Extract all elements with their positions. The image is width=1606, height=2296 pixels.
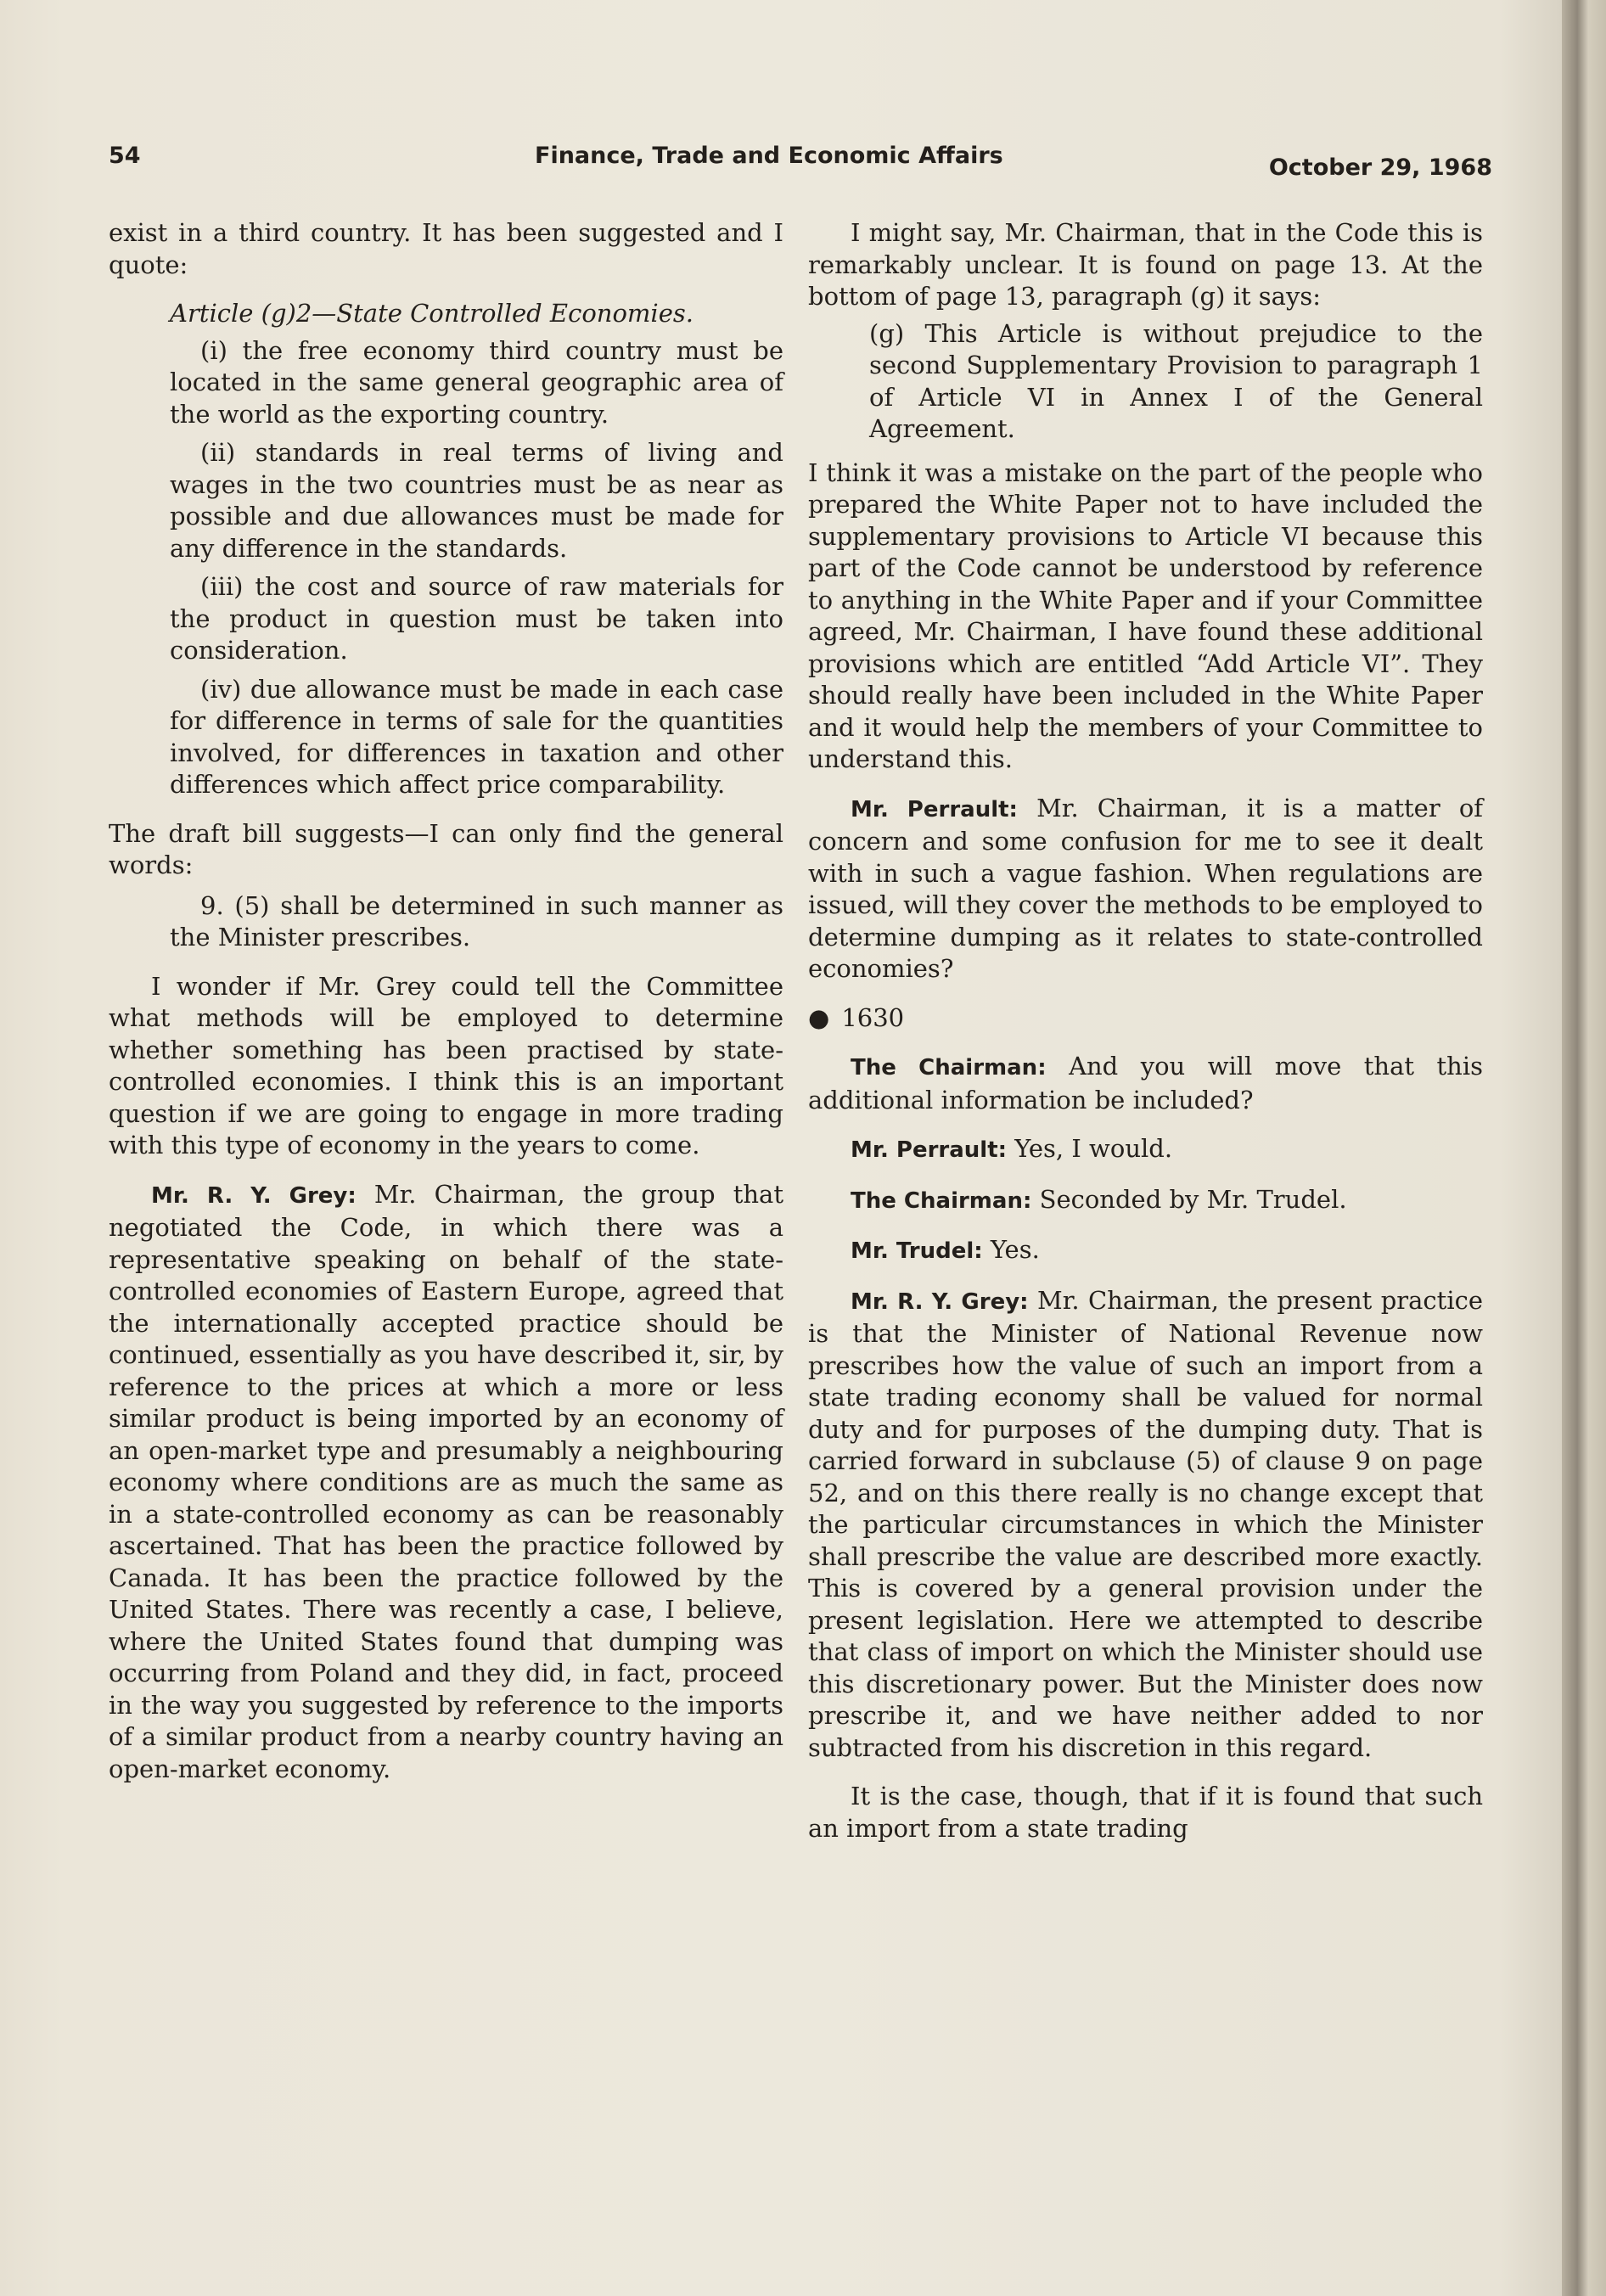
speech-text: Yes, I would. [1014,1134,1173,1163]
speech-chairman [808,1184,1483,1218]
paragraph: It is the case, though, that if it is found that such an import from a state trading [808,1782,1483,1843]
left-column [109,217,783,1802]
article-heading: Article (g)2—State Controlled Economies. [170,299,694,328]
right-column [808,217,1483,1861]
paragraph: I might say, Mr. Chairman, that in the Code this is remarkably unclear. It is found on page 13. At the bottom of page 13, paragraph (g) it says: [808,218,1483,311]
quote-item: (g) This Article is without prejudice to the second Supplementary Provision to paragraph 1 of Article VI in Annex I of the General Agreement. [869,318,1483,443]
paragraph: I think it was a mistake on the part of the people who prepared the White Paper not to have included the supplementary provisions to Article VI because this part of the Code cannot be understood by reference to anything in the White Paper and if your Committee agreed, Mr. Chairman, I have found these additional provisions which are entitled “Add Article VI”. They should really have been included in the White Paper and it would help the members of your Committee to understand this. [808,458,1483,773]
speech-grey [808,1285,1483,1765]
quote-item: (iii) the cost and source of raw materials for the product in question must be taken into consideration. [170,572,783,665]
paragraph: exist in a third country. It has been suggested and I quote: [109,218,783,279]
running-header [109,143,1492,194]
header-date: October 29, 1968 [1268,154,1492,181]
speech-text: Mr. Chairman, it is a matter of concern and some confusion for me to see it dealt with in such a vague fashion. When regulations are issued, will they cover the methods to be employed to determine dumping as it relates to state-controlled economies? [808,793,1484,983]
speaker-name: The Chairman: [851,1055,1047,1081]
speaker-name: Mr. Perrault: [851,1137,1008,1163]
speaker-name: Mr. Perrault: [851,796,1018,822]
speech-chairman [808,1051,1483,1116]
book-gutter [1562,0,1606,2296]
speech-text: Mr. Chairman, the present practice is that the Minister of National Revenue now prescribes how the value of such an import from a state trading economy shall be valued for normal duty and for purposes of the dumping duty. That is carried forward in subclause (5) of clause 9 on page 52, and on this there really is no change except that the particular circumstances in which the Minister shall prescribe the value are described more exactly. This is covered by a general provision under the present legislation. Here we attempted to describe that class of import on which the Minister should use this discretionary power. But the Minister does now prescribe it, and we have neither added to nor subtracted from his discretion in this regard. [808,1285,1484,1762]
speech-perrault [808,1133,1483,1167]
speaker-name: Mr. R. Y. Grey: [851,1288,1029,1315]
speech-perrault [808,793,1483,985]
paragraph: The draft bill suggests—I can only find the general words: [109,818,783,879]
speech-trudel [808,1234,1483,1268]
speaker-name: Mr. Trudel: [851,1238,983,1264]
speech-text: Seconded by Mr. Trudel. [1039,1184,1347,1214]
speaker-name: Mr. R. Y. Grey: [151,1182,357,1209]
quote-item: 9. (5) shall be determined in such manner as the Minister prescribes. [170,890,783,952]
quote-item: (ii) standards in real terms of living and wages in the two countries must be as near as possible and due allowances must be made for any difference in the standards. [170,438,783,563]
bullet-icon: ● [808,1002,830,1032]
speech-grey [109,1179,783,1786]
page-number: 54 [109,143,141,169]
speaker-name: The Chairman: [851,1187,1032,1214]
time-marker: ● 1630 [808,1002,1483,1035]
speech-text: Yes. [990,1235,1040,1264]
quote-item: (i) the free economy third country must be located in the same general geographic area of the world as the exporting country. [170,335,783,429]
speech-text: And you will move that this additional information be included? [808,1052,1483,1114]
speech-text: Mr. Chairman, the group that negotiated the Code, in which there was a representative speaking on behalf of the state-controlled economies of Eastern Europe, agreed that the internationally accepted practice should be continued, essentially as you have described it, sir, by reference to the prices at which a more or less similar product is being imported by an economy of an open-market type and presumably a neighbouring economy where conditions are as much the same as in a state-controlled economy as can be reasonably ascertained. That has been the practice followed by Canada. It has been the practice followed by the United States. There was recently a case, I believe, where the United States found that dumping was occurring from Poland and they did, in fact, proceed in the way you suggested by reference to the imports of a similar product from a nearby country having an open-market economy. [109,1179,783,1783]
quote-item: (iv) due allowance must be made in each case for difference in terms of sale for the quantities involved, for differences in taxation and other differences which affect price comparability. [170,674,783,799]
paragraph: I wonder if Mr. Grey could tell the Committee what methods will be employed to determine whether something has been practised by state-controlled economies. I think this is an important question if we are going to engage in more trading with this type of economy in the years to come. [109,971,783,1159]
running-title: Finance, Trade and Economic Affairs [535,143,1003,169]
